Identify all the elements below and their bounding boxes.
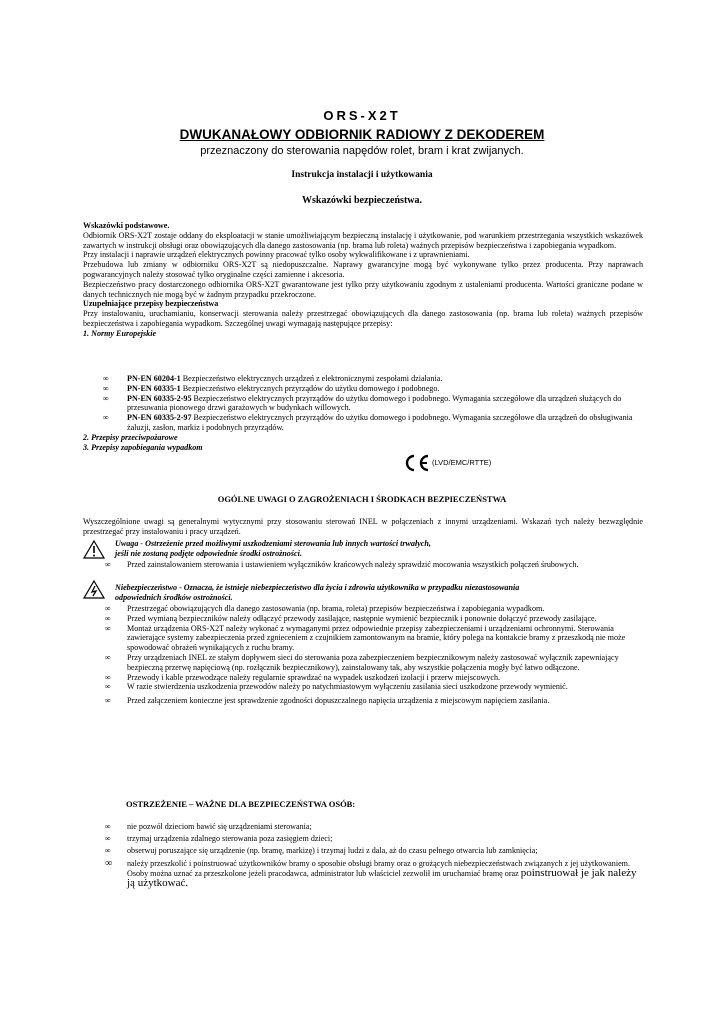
bullet-icon: ∞ xyxy=(105,613,111,623)
list-item: ∞ Przed zainstalowaniem sterowania i ustawieniem wyłączników krańcowych należy sprawdzić mocowania wszystkich połączeń śrubowych. xyxy=(105,560,579,569)
bullet-icon: ∞ xyxy=(103,383,109,393)
list-item: ∞ obserwuj poruszające się urządzenie (np. bramę, markizę) i trzymaj ludzi z dala, aż do czasu pełnego otwarcia lub zamknięcia; xyxy=(105,845,538,855)
caution-list xyxy=(83,560,643,570)
safety-heading: Wskazówki bezpieczeństwa. xyxy=(302,195,422,206)
bullet-icon: ∞ xyxy=(105,682,111,692)
general-hazards-heading: OGÓLNE UWAGI O ZAGROŻENIACH I ŚRODKACH BEZPIECZEŃSTWA xyxy=(217,494,507,504)
warning-heading: OSTRZEŻENIE – WAŻNE DLA BEZPIECZEŃSTWA OSÓB: xyxy=(126,799,356,809)
list-item: ∞ W razie stwierdzenia uszkodzenia przewodów należy po natychmiastowym wyłączeniu zasilania sieci uszkodzone przewody wymienić. xyxy=(105,682,568,692)
warning-list xyxy=(83,822,643,889)
basics-paragraph-2: Przy instalacji i naprawie urządzeń elektrycznych powinny pracować tylko osoby wykwalifikowane i z uprawnieniami. xyxy=(83,250,470,260)
list-item: ∞ Przy urządzeniach INEL ze stałym dopływem sieci do sterowania poza zabezpieczeniem bezpiecznikowym należy zastosować wyłącznik zapewniający bezpieczną przerwę napięciową (np. rozłącznik bezpiecznikowy), zainstalowany tak, aby wszystkie połączenia mogły być łatwo odłączone. xyxy=(105,652,619,672)
ce-directives-label: (LVD/EMC/RTTE) xyxy=(432,458,492,467)
norm-item: ∞ PN-EN 60335-1 Bezpieczeństwo elektrycznych przyrządów do użytku domowego i podobnego. xyxy=(103,383,440,393)
bullet-icon: ∞ xyxy=(105,858,113,870)
norm-item: ∞ PN-EN 60335-2-97 Bezpieczeństwo elektrycznych przyrządów do użytku domowego i podobnego. Wymagania szczegółowe dla urządzeń do obsługiwania żaluzji, zasłon, markiz i podobnych przyrządów. xyxy=(103,413,633,432)
bullet-icon: ∞ xyxy=(105,623,111,633)
list-item: ∞ Przewody i kable przewodzące należy regularnie sprawdzać na wypadek uszkodzeń izolacji i przerw miejscowych. xyxy=(105,672,501,682)
fire-regulations-heading: 2. Przepisy przeciwpożarowe xyxy=(83,432,178,442)
bullet-icon: ∞ xyxy=(105,845,111,855)
supplement-paragraph: Przy instalowaniu, uruchamianiu, konserwacji sterowania należy przestrzegać obowiązujących dla danego zastosowania (np. brama lub roleta) ważnych przepisów bezpieczeństwa i zapobiegania wypadkom. Szczególnej uwagi wymagają następujące przepisy: xyxy=(83,309,643,328)
basics-paragraph-4: Bezpieczeństwo pracy dostarczonego odbiornika ORS-X2T gwarantowane jest tylko przy użytkowaniu zgodnym z ustaleniami producenta. Wartości graniczne podane w danych technicznych nie mogą być w żadnym przypadku przekroczone. xyxy=(83,279,643,299)
basics-heading: Wskazówki podstawowe. xyxy=(83,221,170,230)
bullet-icon: ∞ xyxy=(105,604,111,613)
list-item: ∞ Przed wymianą bezpieczników należy odłączyć przewody zasilające, następnie wymienić bezpiecznik i ponownie dołączyć przewody zasilające. xyxy=(105,613,597,623)
basics-paragraph-3: Przebudowa lub zmiany w odbiorniku ORS-X2T są niedopuszczalne. Naprawy gwarancyjne mogą być wykonywane tylko przez producenta. Przy naprawach pogwarancyjnych należy stosować tylko oryginalne części zamienne i akcesoria. xyxy=(83,260,643,279)
instruction-heading: Instrukcja instalacji i użytkowania xyxy=(291,170,433,180)
bullet-icon: ∞ xyxy=(105,822,111,831)
ce-mark-icon xyxy=(402,453,430,473)
norm-item: ∞ PN-EN 60335-2-95 Bezpieczeństwo elektrycznych przyrządów do użytku domowego i podobnego. Wymagania szczegółowe dla urządzeń służących do przesuwania pionowego drzwi garażowych w budynkach willowych. xyxy=(103,393,622,413)
bullet-icon: ∞ xyxy=(105,560,111,569)
danger-high-voltage-icon xyxy=(83,580,105,599)
list-item: ∞ Przestrzegać obowiązujących dla danego zastosowania (np. brama, roleta) przepisów bezpieczeństwa i zapobiegania wypadkom. xyxy=(105,604,545,613)
norms-list xyxy=(83,374,643,452)
basics-paragraph-1: Odbiornik ORS-X2T zostaje oddany do eksploatacji w stanie umożliwiającym bezpieczną instalację i użytkowanie, pod warunkiem przestrzegania wszystkich wskazówek zawartych w instrukcji obsługi oraz obowiązujących dla danego zastosowania (np. brama lub roleta) ważnych przepisów bezpieczeństwa i zapobiegania wypadkom. xyxy=(83,230,643,250)
list-item: ∞ należy przeszkolić i poinstruować użytkowników bramy o sposobie obsługi bramy oraz o grożących niebezpieczeństwach związanych z jej użytkowaniem. Osoby można uznać za przeszkolone jeżeli pracodawca, administrator lub właściciel zezwolił im uruchamiać bramę oraz poinstruował je jak należy ją użytkować. xyxy=(105,858,637,889)
accident-regulations-heading: 3. Przepisy zapobiegania wypadkom xyxy=(83,442,203,452)
bullet-icon: ∞ xyxy=(105,652,111,662)
list-item: ∞ nie pozwól dzieciom bawić się urządzeniami sterowania; xyxy=(105,822,312,831)
general-intro: Wyszczególnione uwagi są generalnymi wytycznymi przy stosowaniu sterowań INEL w połączeniach z innymi urządzeniami. Wskazań tych należy bezwzględnie przestrzegać przy instalowaniu i pracy urządzeń. xyxy=(83,517,643,536)
norm-item: ∞ PN-EN 60204-1 Bezpieczeństwo elektrycznych urządzeń z elektronicznymi zespołami działania. xyxy=(103,374,443,383)
bullet-icon: ∞ xyxy=(103,413,109,423)
basics-section xyxy=(83,221,643,339)
caution-triangle-icon xyxy=(83,540,105,559)
norms-heading: 1. Normy Europejskie xyxy=(83,328,157,338)
document-title: DWUKANAŁOWY ODBIORNIK RADIOWY Z DEKODEREM xyxy=(179,127,545,142)
bullet-icon: ∞ xyxy=(105,833,111,843)
danger-note: Niebezpieczeństwo - Oznacza, że istnieje niebezpieczeństwo dla życia i zdrowia użytkownika w przypadku niezastosowania odpowiednich środków ostrożności. xyxy=(115,583,520,602)
bullet-icon: ∞ xyxy=(103,393,109,403)
bullet-icon: ∞ xyxy=(103,374,109,383)
caution-note: Uwaga - Ostrzeżenie przed możliwymi uszkodzeniami sterowania lub innych wartości trwałych, jeśli nie zostaną podjęte odpowiednie środki ostrożności. xyxy=(115,539,431,558)
document-subtitle: przeznaczony do sterowania napędów rolet, bram i krat zwijanych. xyxy=(200,145,524,157)
supplement-heading: Uzupełniające przepisy bezpieczeństwa xyxy=(83,299,219,309)
bullet-icon: ∞ xyxy=(105,672,111,682)
list-item: ∞ trzymaj urządzenia zdalnego sterowania poza zasięgiem dzieci; xyxy=(105,833,333,843)
list-item: ∞ Montaż urządzenia ORS-X2T należy wykonać z wymaganymi przez odpowiednie przepisy zabezpieczeniami i urządzeniami ochronnymi. Sterowania zawierające systemy zabezpieczenia przed zgnieceniem z czujnikiem zamontowanym na bramie, który polega na kontakcie bramy z przeszkodą nie może spowodować obrażeń wynikających z ruchu bramy. xyxy=(105,623,626,653)
general-hazards-list xyxy=(83,604,643,706)
model-name: ORS-X2T xyxy=(323,108,401,123)
bullet-icon: ∞ xyxy=(105,696,111,706)
list-item: ∞ Przed załączeniem konieczne jest sprawdzenie zgodności dopuszczalnego napięcia urządzenia z miejscowym napięciem zasilania. xyxy=(105,696,550,706)
